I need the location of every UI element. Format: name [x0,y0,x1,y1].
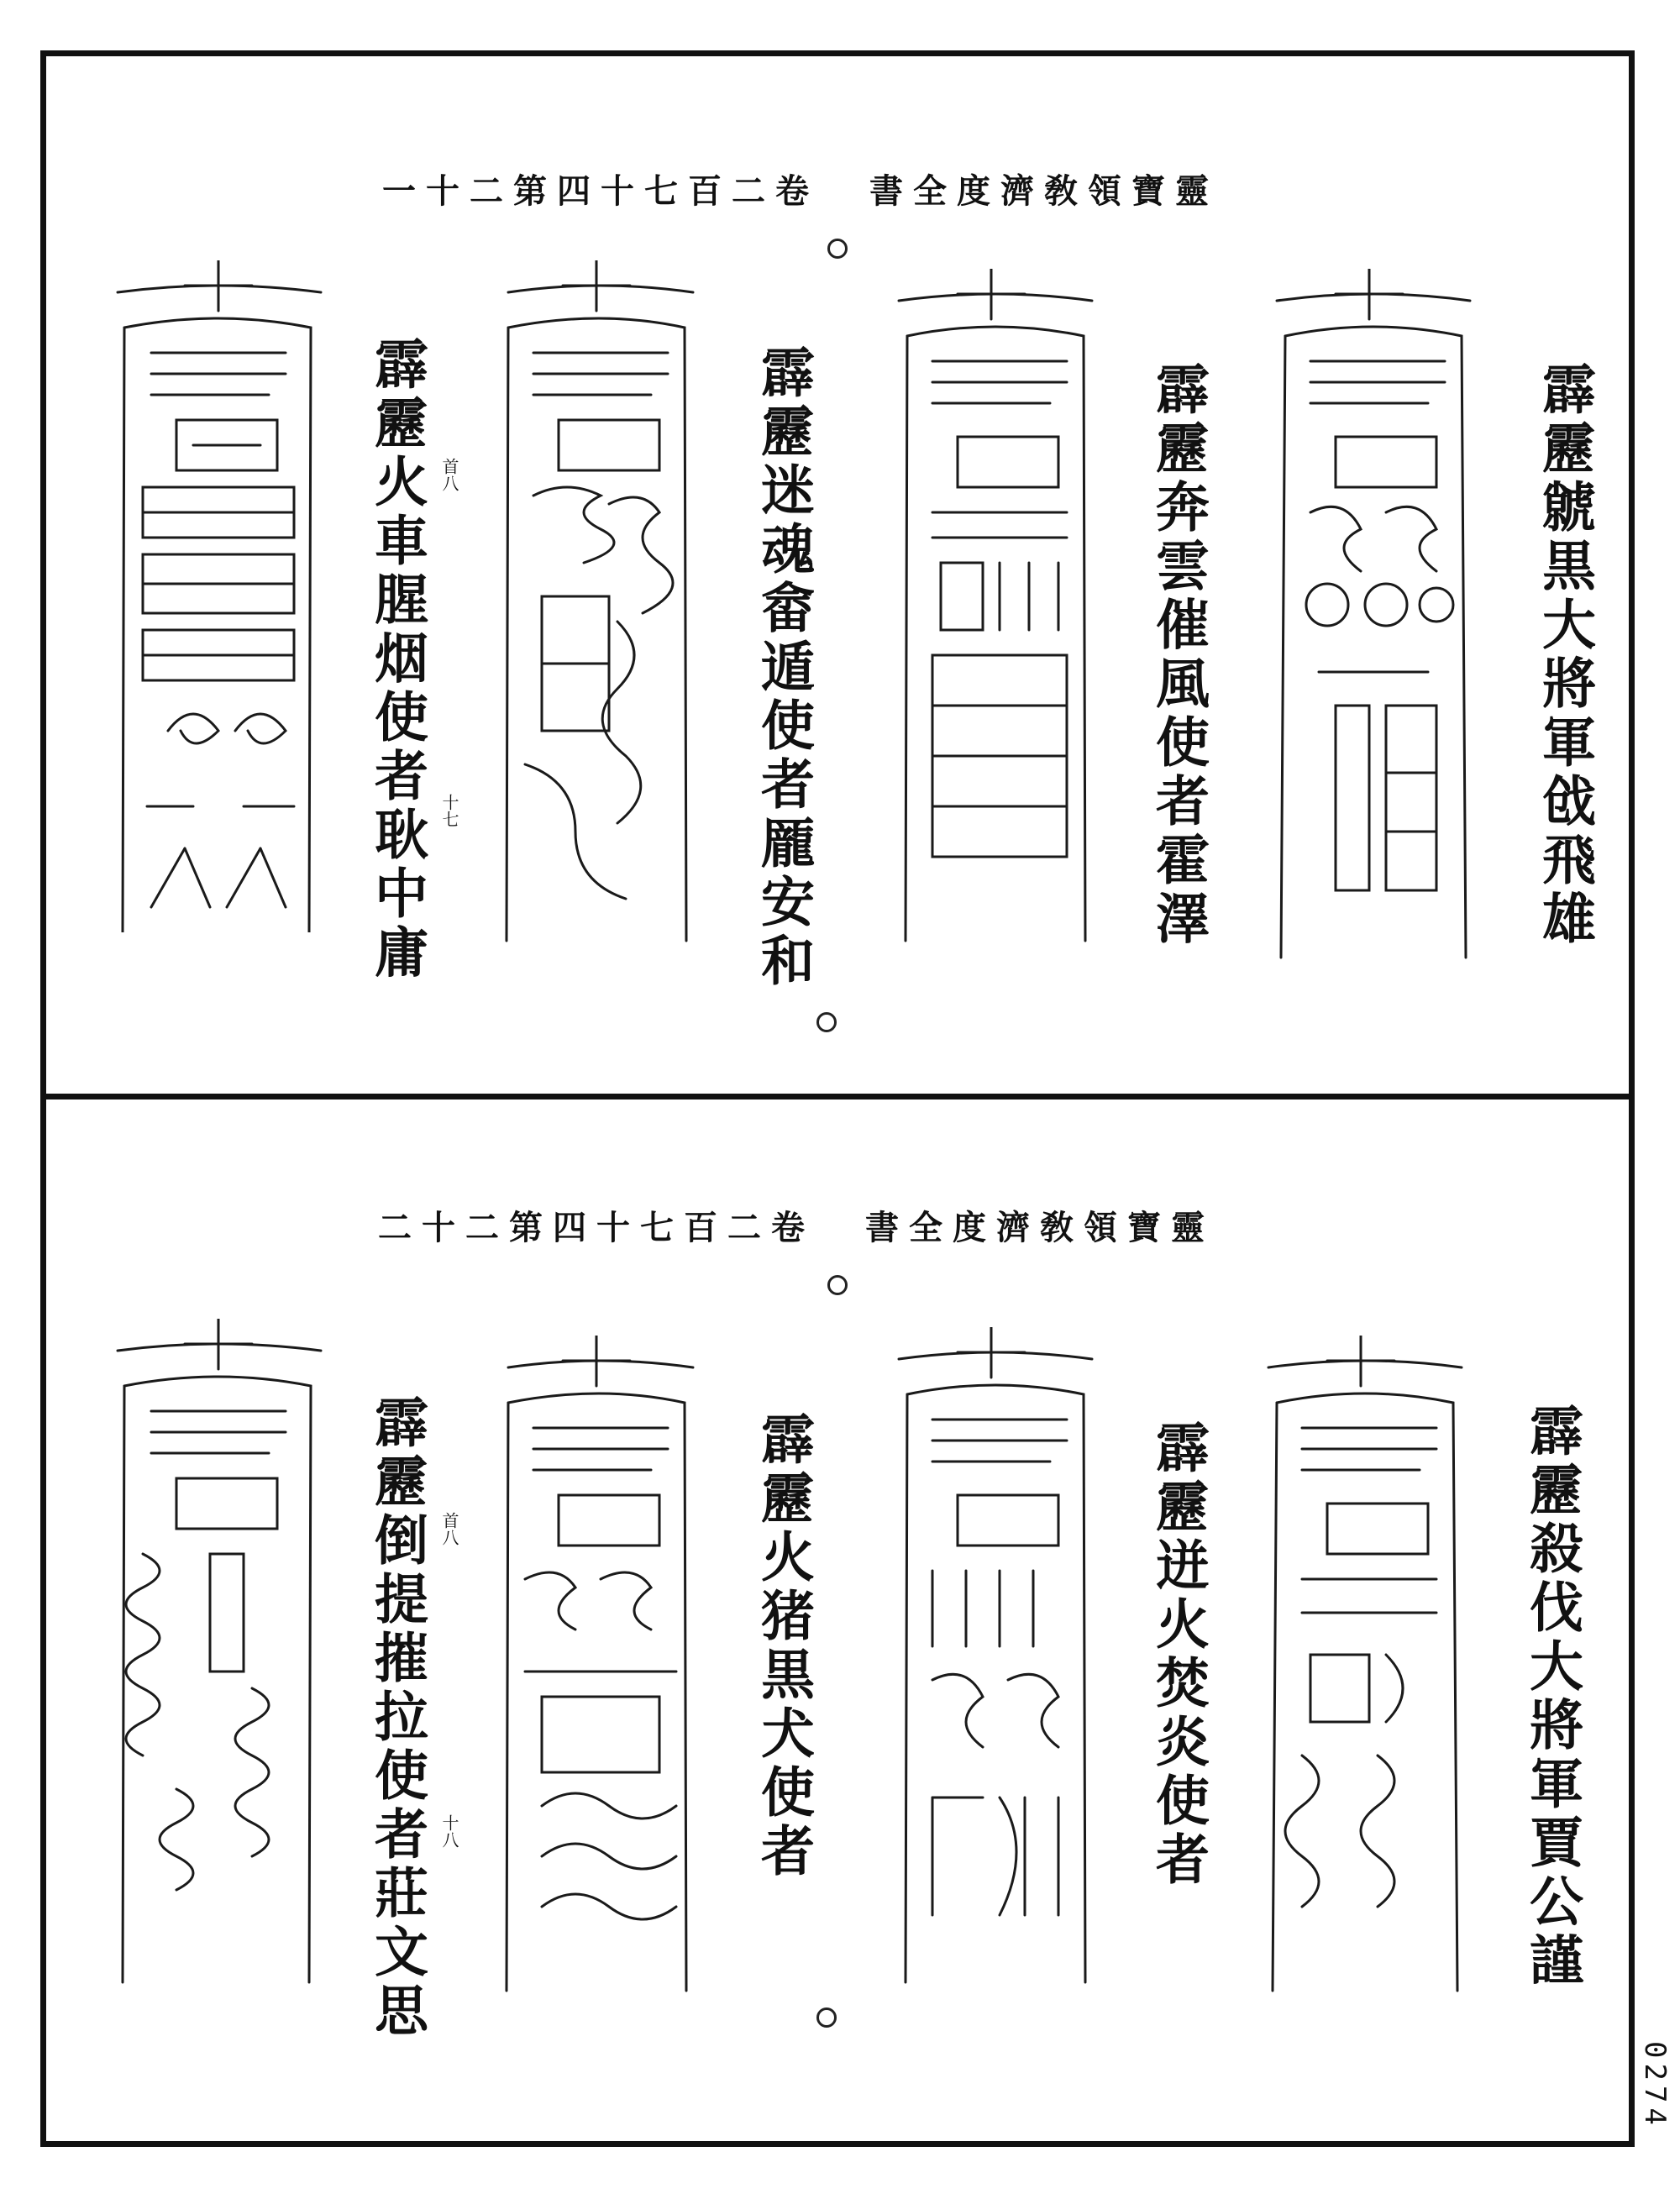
entry-title-7: 霹靂迸火焚炎使者 [1147,1420,1210,1890]
top-header-volume: 一十二第四十七百二卷 [382,171,819,211]
talisman-seal [1260,269,1487,966]
binding-hole [816,1012,837,1032]
talisman-seal [101,1319,336,1991]
top-running-header [382,165,1269,213]
talisman-seal [491,1336,710,1999]
entry-note-bottom: 十八 [439,1814,459,1848]
talisman-seal [101,260,336,932]
entry-note-bottom: 十七 [439,794,459,827]
top-header-book: 書全度濟敎領寶靈 [869,171,1219,211]
bottom-running-header [378,1201,1265,1249]
talisman-seal [491,260,710,949]
page-number: 0274 [1638,2041,1672,2130]
talisman-seal [882,269,1109,949]
entry-title-6: 霹靂火猪黒犬使者 [752,1411,815,1881]
binding-hole [816,2007,837,2028]
entry-title-3: 霹靂奔雲催風使者霍澤 [1147,361,1210,949]
talisman-seal [1252,1336,1478,1999]
entry-title-1: 霹靂火車腥烟使者耿中庸 [365,336,428,983]
entry-title-4: 霹靂虩黒大將軍戗飛雄 [1533,361,1596,949]
panel-divider [40,1094,1635,1100]
bottom-header-volume: 二十二第四十七百二卷 [378,1208,815,1247]
entry-note-top: 首八 [439,1512,459,1546]
entry-title-2: 霹靂迷魂畲遁使者龎安和 [752,344,815,991]
bottom-header-book: 書全度濟敎領寶靈 [865,1208,1215,1247]
talisman-seal [882,1327,1109,1991]
entry-title-8: 霹靂殺伐大將軍賈公謹 [1520,1403,1583,1991]
entry-note-top: 首八 [439,458,459,491]
entry-title-5: 霹靂倒提摧拉使者莊文思 [365,1394,428,2041]
binding-hole [827,239,848,259]
binding-hole [827,1275,848,1295]
